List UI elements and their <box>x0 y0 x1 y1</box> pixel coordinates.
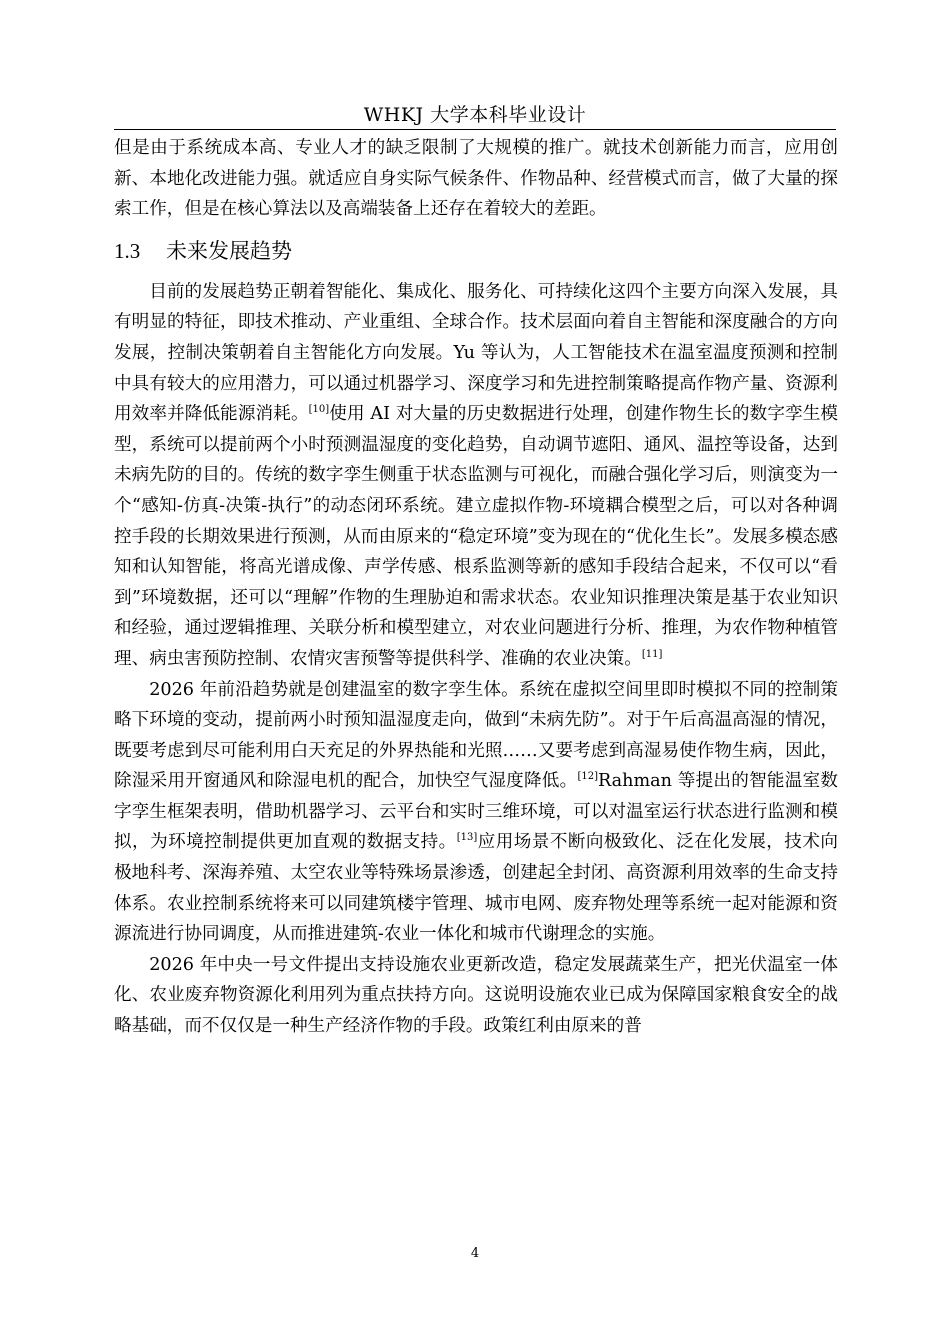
intro-paragraph: 但是由于系统成本高、专业人才的缺乏限制了大规模的推广。就技术创新能力而言，应用创新、本地化改进能力强。就适应自身实际气候条件、作物品种、经营模式而言，做了大量的探索工作，但是在核心算法以及高端装备上还存在着较大的差距。 <box>114 138 838 220</box>
paragraph-2 <box>114 675 838 950</box>
paragraph-1-text-a: 目前的发展趋势正朝着智能化、集成化、服务化、可持续化这四个主要方向深入发展，具有明显的特征，即技术推动、产业重组、全球合作。技术层面向着自主智能和深度融合的方向发展，控制决策朝着自主智能化方向发展。Yu 等认为，人工智能技术在温室温度预测和控制中具有较大的应用潜力，可以通过机器学习、深度学习和先进控制策略提高作物产量、资源利用效率并降低能源消耗。 <box>114 281 838 425</box>
paragraph-2-text-b: Rahman 等提出的智能温室数字孪生框架表明，借助机器学习、云平台和实时三维环境，可以对温室运行状态进行监测和模拟，为环境控制提供更加直观的数据支持。 <box>114 771 838 853</box>
section-number: 1.3 <box>114 238 141 263</box>
section-heading <box>114 236 838 266</box>
header-title: WHKJ 大学本科毕业设计 <box>363 104 587 126</box>
page-number: 4 <box>470 1246 480 1261</box>
citation-12: [12] <box>577 771 598 783</box>
paragraph-2-text-a: 2026 年前沿趋势就是创建温室的数字孪生体。系统在虚拟空间里即时模拟不同的控制策略下环境的变动，提前两小时预知温湿度走向，做到“未病先防”。对于午后高温高湿的情况，既要考虑到尽可能利用白天充足的外界热能和光照……又要考虑到高湿易使作物生病，因此，除湿采用开窗通风和除湿电机的配合，加快空气湿度降低。 <box>114 679 838 792</box>
paragraph-1-text-b: 使用 AI 对大量的历史数据进行处理，创建作物生长的数字孪生模型，系统可以提前两个小时预测温湿度的变化趋势，自动调节遮阳、通风、温控等设备，达到未病先防的目的。传统的数字孪生侧重于状态监测与可视化，而融合强化学习后，则演变为一个“感知-仿真-决策-执行”的动态闭环系统。建立虚拟作物-环境耦合模型之后，可以对各种调控手段的长期效果进行预测，从而由原来的“稳定环境”变为现在的“优化生长”。发展多模态感知和认知智能，将高光谱成像、声学传感、根系监测等新的感知手段结合起来，不仅可以“看到”环境数据，还可以“理解”作物的生理胁迫和需求状态。农业知识推理决策是基于农业知识和经验，通过逻辑推理、关联分析和模型建立，对农业问题进行分析、推理，为农作物种植管理、病虫害预防控制、农情灾害预警等提供科学、准确的农业决策。 <box>114 404 838 669</box>
paragraph-2-text-c: 应用场景不断向极致化、泛在化发展，技术向极地科考、深海养殖、太空农业等特殊场景渗透，创建起全封闭、高资源利用效率的生命支持体系。农业控制系统将来可以同建筑楼宇管理、城市电网、废弃物处理等系统一起对能源和资源流进行协同调度，从而推进建筑-农业一体化和城市代谢理念的实施。 <box>114 832 838 945</box>
document-body <box>114 133 838 1042</box>
section-title: 未来发展趋势 <box>166 238 292 263</box>
paragraph-3: 2026 年中央一号文件提出支持设施农业更新改造，稳定发展蔬菜生产，把光伏温室一体化、农业废弃物资源化利用列为重点扶持方向。这说明设施农业已成为保障国家粮食安全的战略基础，而不仅仅是一种生产经济作物的手段。政策红利由原来的普 <box>114 954 838 1037</box>
citation-11: [11] <box>641 649 663 661</box>
paragraph-1 <box>114 277 838 675</box>
citation-13: [13] <box>456 832 478 844</box>
citation-10: [10] <box>308 404 330 416</box>
page-header <box>114 103 836 130</box>
